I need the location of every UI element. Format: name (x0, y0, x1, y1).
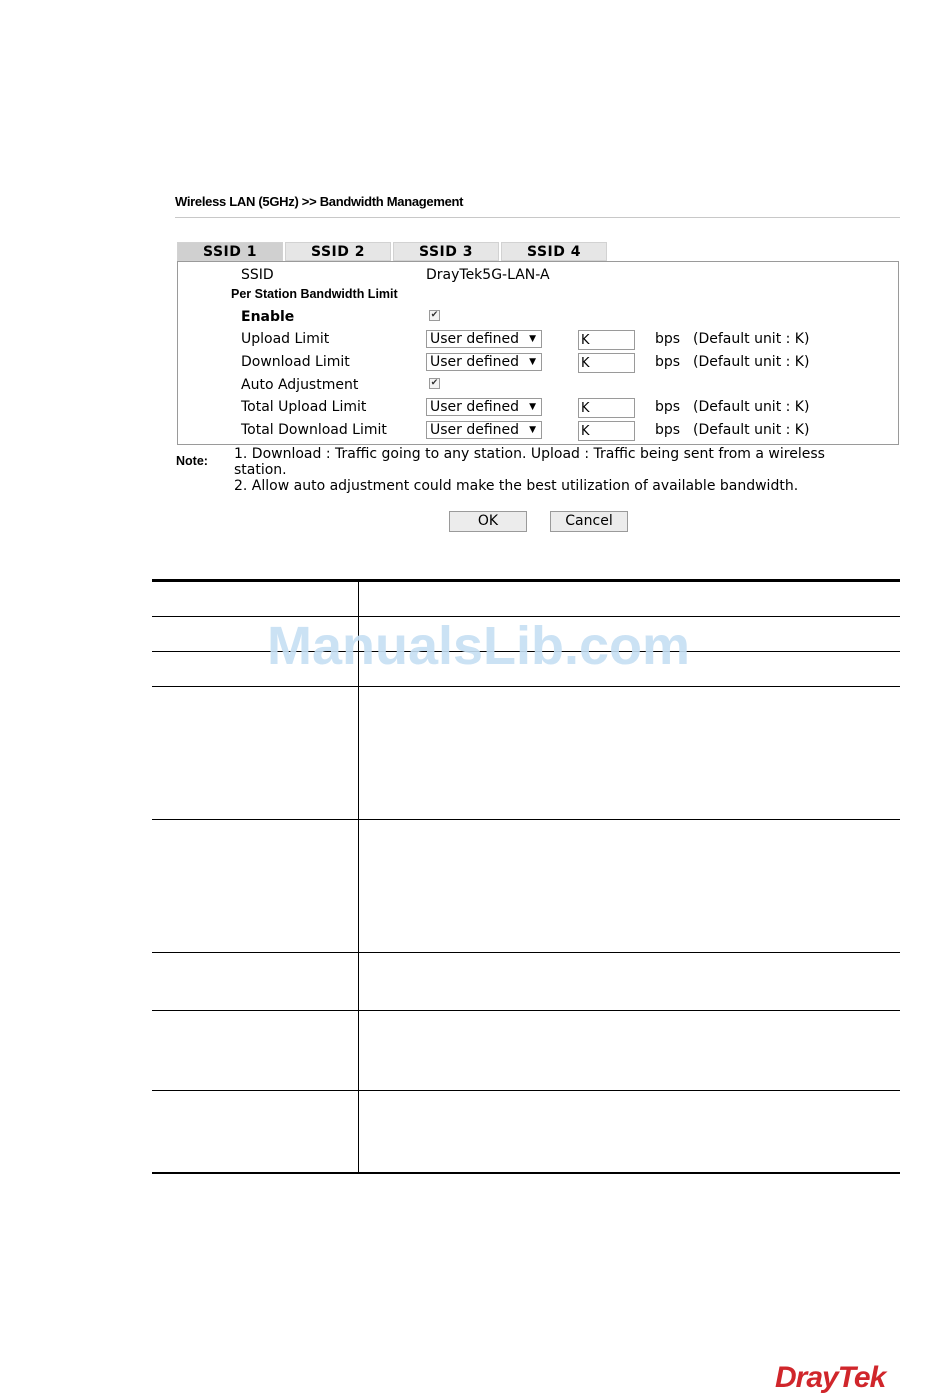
table-row-divider (152, 1090, 900, 1091)
tab-ssid-3[interactable]: SSID 3 (393, 242, 499, 261)
ok-button[interactable]: OK (449, 511, 527, 532)
upload-limit-select[interactable] (426, 330, 542, 348)
dropdown-arrow-icon: ▼ (529, 402, 536, 412)
total-download-limit-select[interactable] (426, 421, 542, 439)
total-upload-limit-select[interactable] (426, 398, 542, 416)
total-download-limit-select-value: User defined (430, 422, 520, 438)
table-row-divider (152, 686, 900, 687)
note-line-1: 1. Download : Traffic going to any station. Upload : Traffic being sent from a wireless (234, 446, 825, 462)
table-bottom-rule (152, 1172, 900, 1174)
download-default-unit: (Default unit : K) (693, 354, 810, 370)
table-row-divider (152, 1010, 900, 1011)
total-upload-limit-label: Total Upload Limit (241, 399, 367, 415)
section-title: Per Station Bandwidth Limit (231, 287, 398, 301)
auto-adjustment-checkbox[interactable]: ✔ (430, 378, 439, 388)
upload-default-unit: (Default unit : K) (693, 331, 810, 347)
upload-limit-label: Upload Limit (241, 331, 330, 347)
title-divider (175, 217, 900, 218)
total-upload-default-unit: (Default unit : K) (693, 399, 810, 415)
table-row-divider (152, 952, 900, 953)
upload-limit-select-value: User defined (430, 331, 520, 347)
tab-ssid-1[interactable]: SSID 1 (177, 242, 283, 261)
enable-label: Enable (241, 309, 295, 325)
download-limit-label: Download Limit (241, 354, 350, 370)
page-title: Wireless LAN (5GHz) >> Bandwidth Management (175, 194, 464, 209)
ssid-value: DrayTek5G-LAN-A (426, 267, 550, 283)
total-download-limit-input[interactable]: K (578, 421, 635, 441)
auto-adjustment-label: Auto Adjustment (241, 377, 359, 393)
download-limit-select[interactable] (426, 353, 542, 371)
draytek-logo: DrayTek (775, 1361, 886, 1394)
total-download-default-unit: (Default unit : K) (693, 422, 810, 438)
dropdown-arrow-icon: ▼ (529, 357, 536, 367)
dropdown-arrow-icon: ▼ (529, 334, 536, 344)
cancel-button[interactable]: Cancel (550, 511, 628, 532)
upload-unit: bps (655, 331, 681, 347)
note-line-2: 2. Allow auto adjustment could make the best utilization of available bandwidth. (234, 478, 799, 494)
note-line-1-cont: station. (234, 462, 287, 478)
upload-limit-input[interactable]: K (578, 330, 635, 350)
table-top-rule (152, 579, 900, 582)
table-row-divider (152, 819, 900, 820)
note-label: Note: (176, 454, 208, 468)
total-download-limit-label: Total Download Limit (241, 422, 387, 438)
download-limit-input[interactable]: K (578, 353, 635, 373)
dropdown-arrow-icon: ▼ (529, 425, 536, 435)
download-limit-select-value: User defined (430, 354, 520, 370)
total-upload-limit-input[interactable]: K (578, 398, 635, 418)
watermark: ManualsLib.com (267, 616, 691, 676)
total-download-unit: bps (655, 422, 681, 438)
enable-checkbox[interactable]: ✔ (430, 310, 439, 320)
total-upload-unit: bps (655, 399, 681, 415)
total-upload-limit-select-value: User defined (430, 399, 520, 415)
ssid-label: SSID (241, 267, 274, 283)
tab-ssid-2[interactable]: SSID 2 (285, 242, 391, 261)
download-unit: bps (655, 354, 681, 370)
tab-ssid-4[interactable]: SSID 4 (501, 242, 607, 261)
